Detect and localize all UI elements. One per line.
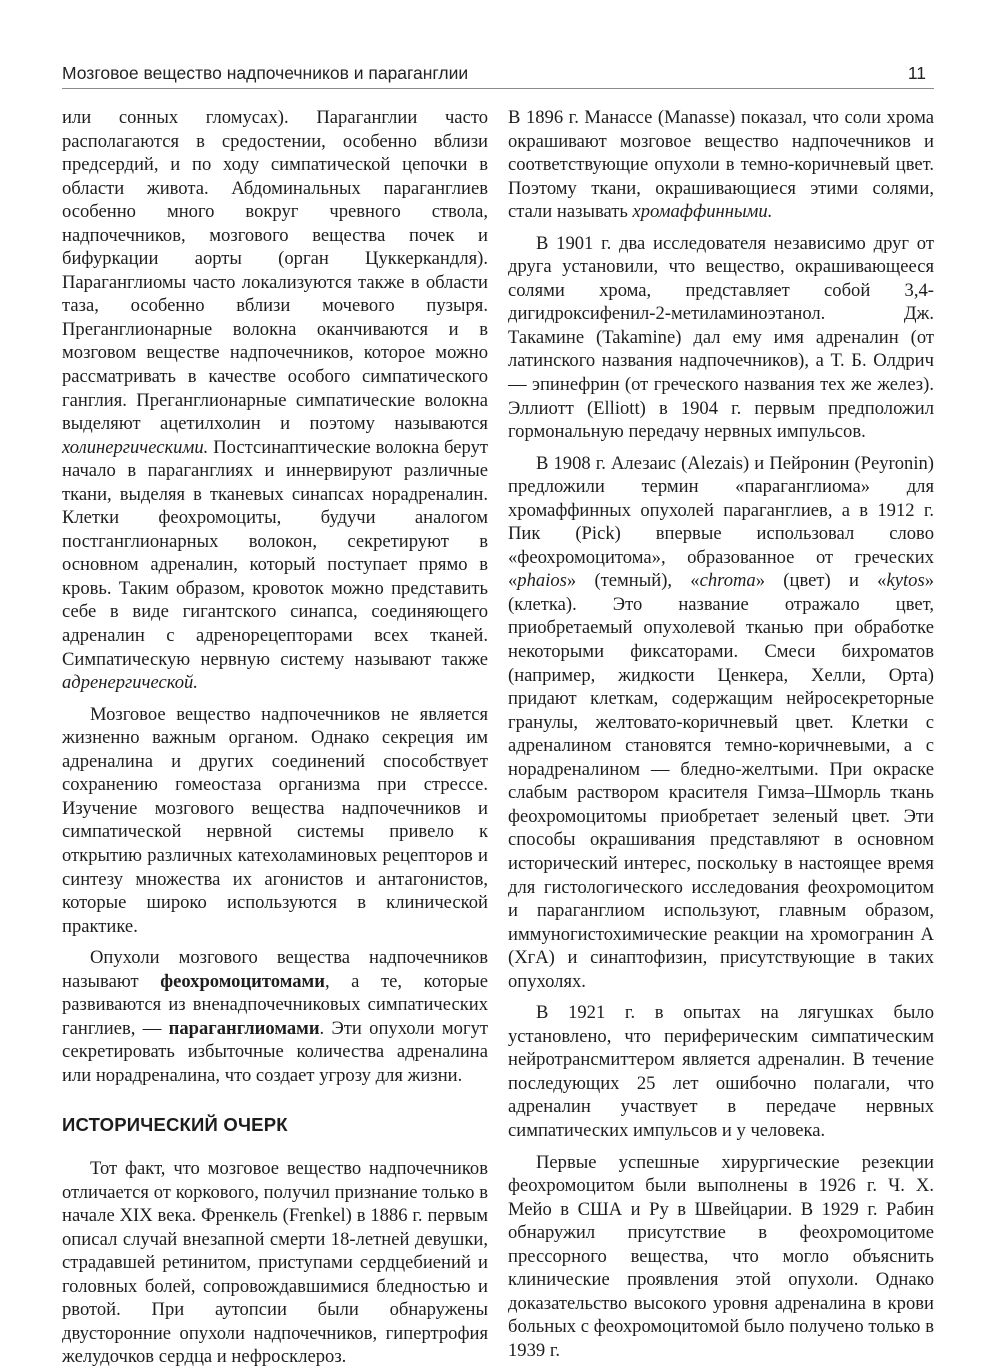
text-run: » (темный), « (566, 570, 700, 592)
paragraph (62, 946, 488, 1087)
paragraph: Первые успешные хирургические резекции феохромоцитом были выполнены в 1926 г. Ч. Х. Мейо в США и Ру в Швейцарии. В 1929 г. Рабин обнаружил присутствие в феохромоцитоме прессорного вещества, что могло объяснить клинические проявления этой опухоли. Однако доказательство высокого уровня адреналина в крови больных с феохромоцитомой было получено только в 1939 г. (508, 1151, 934, 1361)
paragraph (508, 452, 934, 994)
text-run: » (цвет) и « (755, 570, 887, 592)
running-header (62, 60, 934, 89)
page-number: 11 (907, 63, 926, 83)
text-run: Постсинаптические волокна берут начало в параганглиях и иннервируют различные ткани, выделяя в тканевых синапсах норадреналин. Клетки феохромоциты, будучи аналогом постганглионарных волокон, секретируют в основном адреналин, который поступает прямо в кровь. Таким образом, кровоток можно представить себе в виде гигантского синапса, соединяющего адреналин с адренорецепторами всех тканей. Симпатическую нервную систему называют также (62, 436, 488, 670)
emphasis-term: chroma (699, 570, 756, 592)
paragraph: Тот факт, что мозговое вещество надпочечников отличается от коркового, получил признание только в начале XIX века. Френкель (Frenkel) в 1886 г. первым описал случай внезапной смерти 18-летней девушки, страдавшей ретинитом, приступами сердцебиений и головных болей, сопровождавшимися бледностью и рвотой. При аутопсии были обнаружены двусторонние опухоли надпочечников, гипертрофия желудочков сердца и нефросклероз. (62, 1157, 488, 1368)
paragraph: Мозговое вещество надпочечников не является жизненно важным органом. Однако секреция им адреналина и других соединений способствует сохранению гомеостаза организма при стрессе. Изучение мозгового вещества надпочечников и симпатической нервной системы привело к открытию различных катехоламиновых рецепторов и синтезу множества их агонистов и антагонистов, которые широко используются в клинической практике. (62, 703, 488, 937)
emphasis-term: холинергическими. (62, 436, 209, 458)
running-title: Мозговое вещество надпочечников и параганглии (62, 63, 469, 83)
paragraph (508, 106, 934, 224)
bold-term: параганглиомами (168, 1017, 320, 1039)
right-column (508, 106, 934, 1362)
section-heading: ИСТОРИЧЕСКИЙ ОЧЕРК (62, 1114, 288, 1136)
emphasis-term: хромаффинными. (632, 201, 773, 223)
text-run: » (клетка). Это название отражало цвет, приобретаемый опухолевой тканью при обработке некоторыми фиксаторами. Смеси бихроматов (например, жидкости Ценкера, Хелли, Орта) придают клеткам, содержащим нейросекреторные гранулы, желтовато-коричневый цвет. Клетки с адреналином становятся темно-коричневыми, а с норадреналином — бледно-желтыми. При окраске слабым раствором красителя Гимза–Шморль ткань феохромоцитомы приобретает зеленый цвет. Эти способы окрашивания представляют в основном исторический интерес, поскольку в настоящее время для гистологического исследования феохромоцитом и параганглиом используют, главным образом, иммуногистохимические реакции на хромогранин А (ХгА) и синаптофизин, присутствующие в таких опухолях. (508, 570, 934, 992)
paragraph: В 1921 г. в опытах на лягушках было установлено, что периферическим симпатическим нейротрансмиттером является адреналин. В течение последующих 25 лет ошибочно полагали, что адреналин участвует в передаче нервных симпатических импульсов и у человека. (508, 1002, 934, 1141)
paragraph: В 1901 г. два исследователя независимо друг от друга установили, что вещество, окрашивающееся солями хрома, представляет собой 3,4-дигидроксифенил-2-метиламиноэтанол. Дж. Такамине (Takamine) дал ему имя адреналин (от латинского названия надпочечников), а Т. Б. Олдрич — эпинефрин (от греческого названия тех же желез). Эллиотт (Elliott) в 1904 г. первым предположил гормональную передачу нервных импульсов. (508, 232, 934, 443)
emphasis-term: адренергической. (62, 672, 198, 694)
bold-term: феохромоцитомами (160, 970, 325, 992)
emphasis-term: phaios (517, 570, 567, 592)
text-run: , а те, которые развиваются из вненадпочечниковых симпатических ганглиев, — (62, 970, 489, 1039)
left-column (62, 106, 488, 1369)
text-run: или сонных гломусах). Параганглии часто располагаются в средостении, особенно вблизи предсердий, и по ходу симпатической цепочки в области живота. Абдоминальных параганглиев особенно много вокруг чревного ствола, надпочечников, мозгового вещества почек и бифуркации аорты (орган Цуккеркандля). Параганглиомы часто локализуются также в области таза, особенно вблизи мочевого пузыря. Преганглионарные волокна оканчиваются и в мозговом веществе надпочечников, которое можно рассматривать в качестве особого симпатического ганглия. Преганглионарные симпатические волокна выделяют ацетилхолин и поэтому называются (62, 107, 488, 435)
paragraph (62, 106, 488, 695)
text-run: В 1908 г. Алезаис (Alezais) и Пейронин (Peyronin) предложили термин «параганглиома» для хромаффинных опухолей параганглиев, а в 1912 г. Пик (Pick) впервые использовал слово «феохромоцитома», образованное от греческих « (508, 452, 934, 592)
emphasis-term: kytos (886, 570, 925, 592)
text-run: В 1896 г. Манассе (Manasse) показал, что соли хрома окрашивают мозговое вещество надпочечников и соответствующие опухоли в темно-коричневый цвет. Поэтому ткани, окрашивающиеся этими солями, стали называть (508, 107, 934, 223)
text-run: . Эти опухоли могут секретировать избыточные количества адреналина или норадреналина, что создает угрозу для жизни. (62, 1017, 488, 1086)
text-run: Опухоли мозгового вещества надпочечников называют (62, 947, 488, 992)
